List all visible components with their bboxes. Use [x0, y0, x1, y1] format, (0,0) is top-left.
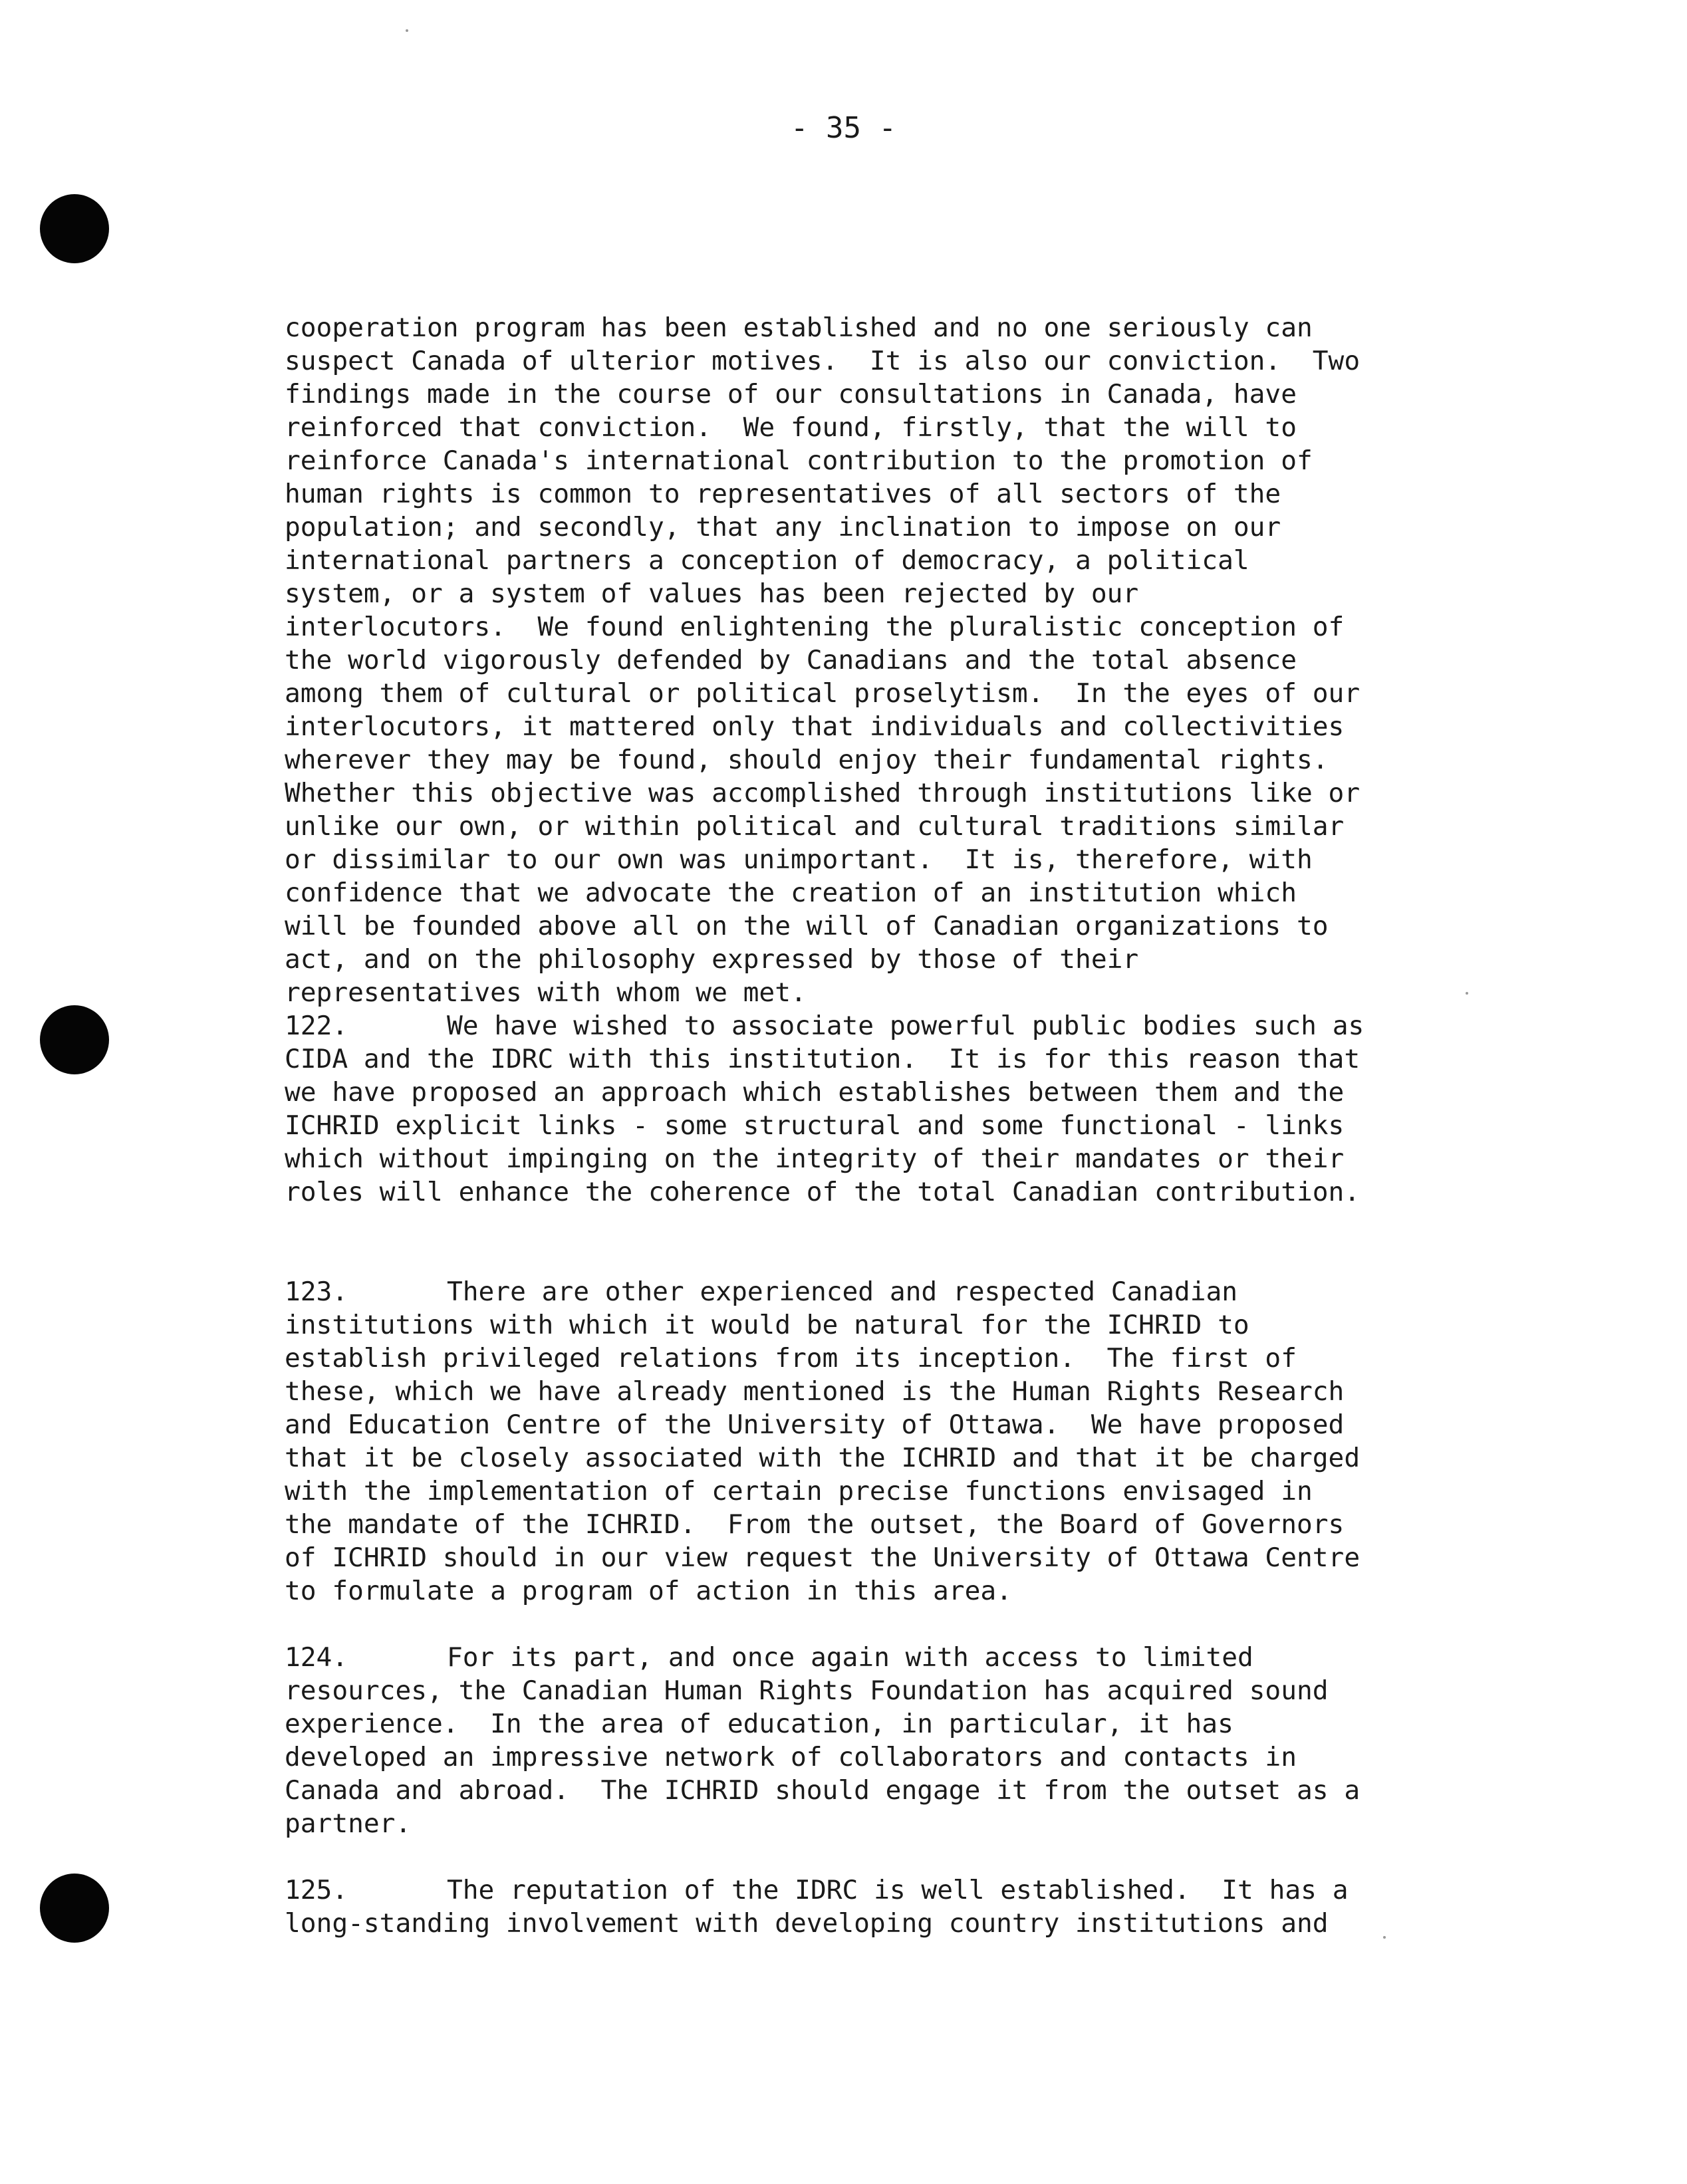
text-line-content: The reputation of the IDRC is well established. It has a: [447, 1875, 1349, 1905]
text-line: ICHRID explicit links - some structural and some functional - links: [285, 1110, 1345, 1141]
text-line: findings made in the course of our consultations in Canada, have: [285, 379, 1297, 410]
text-line: the mandate of the ICHRID. From the outset, the Board of Governors: [285, 1509, 1345, 1540]
text-line: unlike our own, or within political and cultural traditions similar: [285, 811, 1345, 842]
text-line: confidence that we advocate the creation of an institution which: [285, 878, 1297, 908]
text-line: suspect Canada of ulterior motives. It is also our conviction. Two: [285, 346, 1361, 376]
text-line: reinforced that conviction. We found, firstly, that the will to: [285, 412, 1297, 443]
text-line: resources, the Canadian Human Rights Foundation has acquired sound: [285, 1675, 1329, 1706]
binder-hole-bottom: [40, 1874, 109, 1943]
text-line: or dissimilar to our own was unimportant. It is, therefore, with: [285, 844, 1313, 875]
text-line: institutions with which it would be natural for the ICHRID to: [285, 1310, 1249, 1340]
paragraph-number: 125.: [285, 1875, 348, 1905]
paragraph-124: [285, 1641, 1428, 1840]
text-line: interlocutors, it mattered only that individuals and collectivities: [285, 711, 1345, 742]
paragraph-number: 123.: [285, 1276, 348, 1307]
text-line: developed an impressive network of collaborators and contacts in: [285, 1742, 1297, 1772]
text-line: the world vigorously defended by Canadians and the total absence: [285, 645, 1297, 675]
binder-hole-middle: [40, 1005, 109, 1074]
text-line: long-standing involvement with developing country institutions and: [285, 1908, 1329, 1939]
text-line-content: There are other experienced and respected Canadian: [447, 1276, 1238, 1307]
text-line: [285, 1009, 1428, 1042]
text-line: [285, 1275, 1428, 1308]
text-line: representatives with whom we met.: [285, 977, 807, 1008]
text-line: which without impinging on the integrity of their mandates or their: [285, 1144, 1345, 1174]
paragraph-125: [285, 1874, 1428, 1940]
text-line: interlocutors. We found enlightening the pluralistic conception of: [285, 612, 1345, 642]
text-line: wherever they may be found, should enjoy their fundamental rights.: [285, 745, 1329, 775]
text-line: act, and on the philosophy expressed by those of their: [285, 944, 1139, 975]
text-line: reinforce Canada's international contribution to the promotion of: [285, 445, 1313, 476]
text-line: of ICHRID should in our view request the University of Ottawa Centre: [285, 1542, 1361, 1573]
page-number: - 35 -: [791, 111, 896, 145]
paragraph-123: [285, 1275, 1428, 1608]
text-line: [285, 1641, 1428, 1674]
text-line: CIDA and the IDRC with this institution. It is for this reason that: [285, 1044, 1361, 1074]
scan-speck: [406, 29, 408, 32]
text-line: roles will enhance the coherence of the total Canadian contribution.: [285, 1177, 1361, 1207]
text-line-content: We have wished to associate powerful public bodies such as: [447, 1011, 1364, 1041]
text-line: with the implementation of certain precise functions envisaged in: [285, 1476, 1313, 1507]
text-line: will be founded above all on the will of Canadian organizations to: [285, 911, 1329, 941]
text-line: human rights is common to representatives of all sectors of the: [285, 479, 1281, 509]
scan-speck: [1383, 1936, 1386, 1939]
text-line: these, which we have already mentioned is the Human Rights Research: [285, 1376, 1345, 1407]
paragraph-number: 124.: [285, 1642, 348, 1673]
paragraph-number: 122.: [285, 1011, 348, 1041]
text-line: system, or a system of values has been rejected by our: [285, 578, 1139, 609]
text-line: to formulate a program of action in this area.: [285, 1576, 1012, 1606]
text-line: partner.: [285, 1808, 412, 1839]
paragraph-continuation: [285, 311, 1428, 1009]
scan-speck: [1466, 992, 1468, 995]
text-line: experience. In the area of education, in particular, it has: [285, 1709, 1233, 1739]
text-line: Whether this objective was accomplished through institutions like or: [285, 778, 1361, 808]
text-line: and Education Centre of the University of Ottawa. We have proposed: [285, 1409, 1345, 1440]
text-line: population; and secondly, that any inclination to impose on our: [285, 512, 1281, 543]
text-line-content: For its part, and once again with access to limited: [447, 1642, 1253, 1673]
text-line: cooperation program has been established and no one seriously can: [285, 312, 1313, 343]
text-line: establish privileged relations from its inception. The first of: [285, 1343, 1297, 1374]
text-line: Canada and abroad. The ICHRID should engage it from the outset as a: [285, 1775, 1361, 1806]
text-line: [285, 1874, 1428, 1907]
binder-hole-top: [40, 194, 109, 263]
text-line: that it be closely associated with the ICHRID and that it be charged: [285, 1443, 1361, 1473]
paragraph-122: [285, 1009, 1428, 1209]
text-line: we have proposed an approach which establishes between them and the: [285, 1077, 1345, 1108]
text-line: among them of cultural or political proselytism. In the eyes of our: [285, 678, 1361, 709]
text-line: international partners a conception of democracy, a political: [285, 545, 1249, 576]
